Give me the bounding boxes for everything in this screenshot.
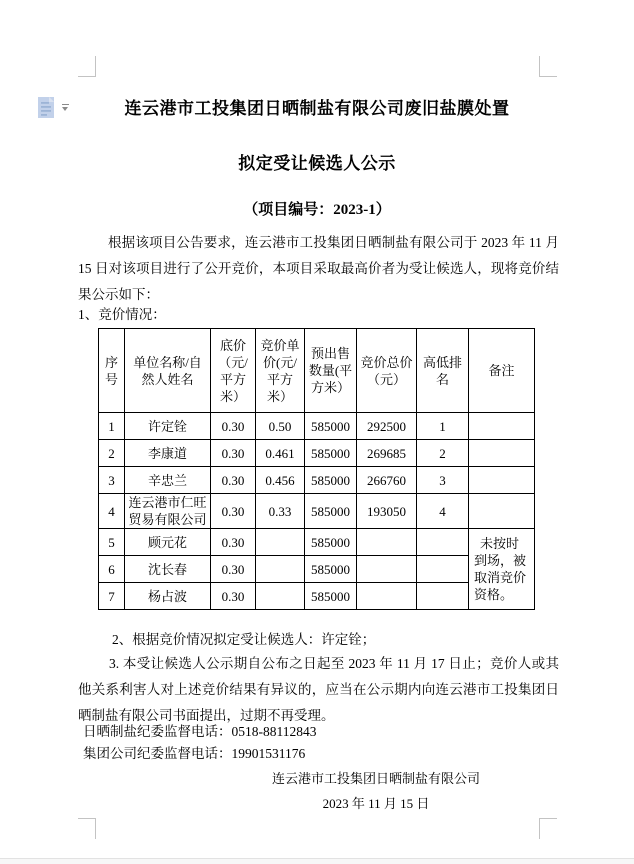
cell-seq: 3 xyxy=(99,467,125,494)
table-header-row xyxy=(99,329,535,413)
section2-text: 2、根据竞价情况拟定受让候选人：许定铨； xyxy=(112,632,376,647)
cell-seq: 6 xyxy=(99,556,125,583)
cell-name: 许定铨 xyxy=(125,413,211,440)
cell-quantity: 585000 xyxy=(305,413,357,440)
cell-seq: 5 xyxy=(99,529,125,556)
cell-remark xyxy=(469,467,535,494)
cell-quantity: 585000 xyxy=(305,467,357,494)
section1-heading: 1、竞价情况： xyxy=(78,307,166,322)
cell-bid-unit-price xyxy=(256,583,305,610)
cell-quantity: 585000 xyxy=(305,556,357,583)
cell-name: 辛忠兰 xyxy=(125,467,211,494)
cell-name: 连云港市仁旺贸易有限公司 xyxy=(125,494,211,529)
cell-ranking xyxy=(417,529,469,556)
intro-paragraph: 根据该项目公告要求，连云港市工投集团日晒制盐有限公司于 2023 年 11 月 15 日对该项目进行了公开竞价，本项目采取最高价者为受让候选人，现将竞价结果公示如下： xyxy=(78,235,559,302)
section3-text: 3. 本受让候选人公示期自公布之日起至 2023 年 11 月 17 日止；竞价人或其他关系利害人对上述竞价结果有异议的，应当在公示期内向连云港市工投集团日晒制盐有限公司书面提出，过期不再受理。 xyxy=(78,656,559,723)
cell-bid-unit-price: 0.461 xyxy=(256,440,305,467)
cell-total-price: 266760 xyxy=(357,467,417,494)
cell-quantity: 585000 xyxy=(305,529,357,556)
cell-base-price: 0.30 xyxy=(211,583,256,610)
cell-base-price: 0.30 xyxy=(211,413,256,440)
cell-remark xyxy=(469,440,535,467)
cell-remark xyxy=(469,494,535,529)
col-header-quantity: 预出售数量(平方米） xyxy=(305,329,357,413)
cell-total-price: 292500 xyxy=(357,413,417,440)
cell-quantity: 585000 xyxy=(305,494,357,529)
cell-name: 沈长春 xyxy=(125,556,211,583)
margin-crop-mark-bottom-right xyxy=(539,818,557,839)
cell-quantity: 585000 xyxy=(305,583,357,610)
cell-total-price: 193050 xyxy=(357,494,417,529)
cell-bid-unit-price: 0.33 xyxy=(256,494,305,529)
bid-results-table xyxy=(98,328,535,610)
cell-base-price: 0.30 xyxy=(211,494,256,529)
table-row xyxy=(99,440,535,467)
cell-name: 杨占波 xyxy=(125,583,211,610)
cell-seq: 2 xyxy=(99,440,125,467)
document-title-line2: 拟定受让候选人公示 xyxy=(238,154,396,173)
cell-base-price: 0.30 xyxy=(211,529,256,556)
cell-base-price: 0.30 xyxy=(211,556,256,583)
supervision-phone-line1: 日晒制盐纪委监督电话：0518-88112843 xyxy=(83,724,317,739)
cell-ranking: 1 xyxy=(417,413,469,440)
cell-total-price xyxy=(357,583,417,610)
cell-total-price xyxy=(357,556,417,583)
page-bottom-edge xyxy=(0,858,634,864)
signature-company: 连云港市工投集团日晒制盐有限公司 xyxy=(271,771,480,786)
cell-bid-unit-price xyxy=(256,556,305,583)
cell-name: 顾元花 xyxy=(125,529,211,556)
cell-ranking: 3 xyxy=(417,467,469,494)
cell-remark-merged: 未按时到场，被取消竞价资格。 xyxy=(469,529,535,610)
col-header-total-price: 竞价总价（元） xyxy=(357,329,417,413)
table-row xyxy=(99,413,535,440)
col-header-ranking: 高低排名 xyxy=(417,329,469,413)
cell-ranking: 2 xyxy=(417,440,469,467)
col-header-bid-unit-price: 竞价单价(元/平方米） xyxy=(256,329,305,413)
cell-bid-unit-price xyxy=(256,529,305,556)
cell-bid-unit-price: 0.456 xyxy=(256,467,305,494)
margin-crop-mark-bottom-left xyxy=(78,818,96,839)
cell-ranking xyxy=(417,556,469,583)
cell-ranking xyxy=(417,583,469,610)
col-header-seq: 序号 xyxy=(99,329,125,413)
cell-base-price: 0.30 xyxy=(211,440,256,467)
margin-crop-mark-top-right xyxy=(539,56,557,77)
table-row xyxy=(99,467,535,494)
cell-name: 李康道 xyxy=(125,440,211,467)
signature-date: 2023 年 11 月 15 日 xyxy=(322,796,430,811)
col-header-base-price: 底价（元/平方米） xyxy=(211,329,256,413)
cell-seq: 1 xyxy=(99,413,125,440)
project-number: （项目编号：2023-1） xyxy=(243,202,391,218)
cell-base-price: 0.30 xyxy=(211,467,256,494)
cell-bid-unit-price: 0.50 xyxy=(256,413,305,440)
table-row xyxy=(99,529,535,556)
cell-seq: 7 xyxy=(99,583,125,610)
cell-total-price: 269685 xyxy=(357,440,417,467)
document-title-line1: 连云港市工投集团日晒制盐有限公司废旧盐膜处置 xyxy=(124,99,510,118)
signature-block xyxy=(270,766,482,816)
cell-total-price xyxy=(357,529,417,556)
margin-crop-mark-top-left xyxy=(78,56,96,77)
supervision-phone-line2: 集团公司纪委监督电话：19901531176 xyxy=(83,746,306,761)
cell-quantity: 585000 xyxy=(305,440,357,467)
cell-remark xyxy=(469,413,535,440)
table-row xyxy=(99,494,535,529)
cell-seq: 4 xyxy=(99,494,125,529)
cell-ranking: 4 xyxy=(417,494,469,529)
col-header-remark: 备注 xyxy=(469,329,535,413)
col-header-name: 单位名称/自然人姓名 xyxy=(125,329,211,413)
